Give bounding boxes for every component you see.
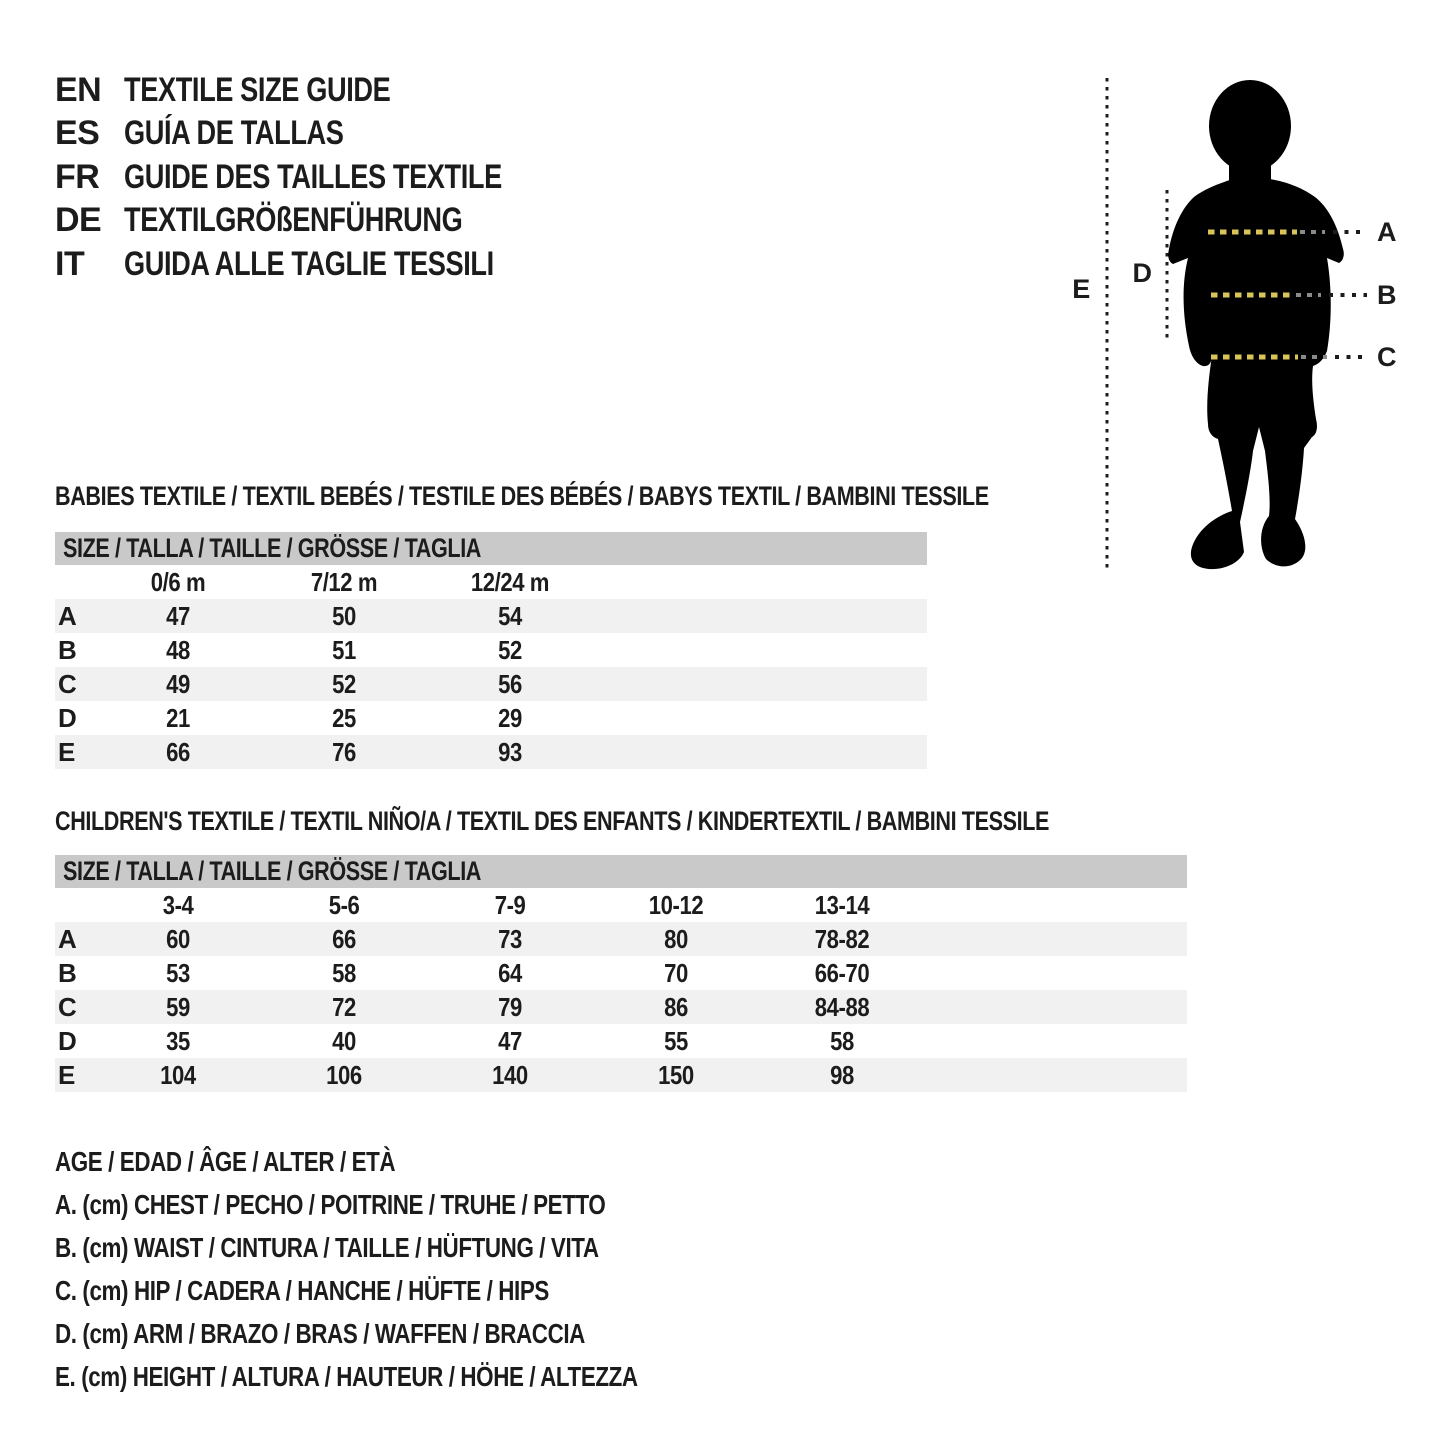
legend-line-arm: D. (cm) ARM / BRAZO / BRAS / WAFFEN / BRACCIA (55, 1318, 585, 1349)
lang-code: EN (55, 71, 102, 109)
legend-line-age: AGE / EDAD / ÂGE / ALTER / ETÀ (55, 1146, 396, 1177)
row-label: D (58, 1025, 77, 1056)
table-cell: 47 (166, 600, 190, 631)
table-row (55, 990, 1187, 1024)
babies-title-text: BABIES TEXTILE / TEXTIL BEBÉS / TESTILE DES BÉBÉS / BABYS TEXTIL / BAMBINI TESSILE (55, 481, 989, 511)
table-cell: 66-70 (814, 957, 870, 988)
row-label: E (58, 736, 75, 767)
table-cell: 47 (498, 1025, 522, 1056)
table-cell: 50 (332, 600, 356, 631)
table-cell: 64 (498, 957, 522, 988)
legend-line-hip: C. (cm) HIP / CADERA / HANCHE / HÜFTE / HIPS (55, 1275, 549, 1306)
table-cell: 106 (326, 1059, 362, 1090)
table-cell: 104 (160, 1059, 196, 1090)
measurement-figure (1045, 55, 1445, 600)
children-col-header: 5-6 (328, 889, 360, 920)
row-label: C (58, 668, 77, 699)
row-label: B (58, 634, 77, 665)
children-size-header-bar (55, 855, 1187, 888)
lang-title: GUÍA DE TALLAS (124, 114, 344, 153)
arm-label: D (1132, 258, 1152, 288)
row-label: B (58, 957, 77, 988)
legend-line-height: E. (cm) HEIGHT / ALTURA / HAUTEUR / HÖHE / ALTEZZA (55, 1361, 638, 1392)
waist-label: B (1377, 280, 1396, 310)
table-cell: 29 (498, 702, 522, 733)
table-row (55, 1024, 1187, 1058)
lang-title: GUIDE DES TAILLES TEXTILE (124, 157, 502, 196)
lang-title: GUIDA ALLE TAGLIE TESSILI (124, 244, 494, 283)
table-row (55, 1058, 1187, 1092)
table-cell: 66 (166, 736, 190, 767)
height-label: E (1072, 274, 1090, 304)
table-cell: 35 (166, 1025, 190, 1056)
children-col-header: 13-14 (814, 889, 870, 920)
babies-size-header-bar (55, 532, 927, 565)
lang-row-es (55, 112, 596, 155)
table-cell: 25 (332, 702, 356, 733)
table-cell: 93 (498, 736, 522, 767)
table-cell: 56 (498, 668, 522, 699)
children-section-title (55, 806, 1298, 837)
child-silhouette-diagram (1045, 55, 1445, 600)
babies-section-title (55, 481, 1222, 512)
lang-code: IT (55, 244, 85, 283)
table-row (55, 599, 927, 633)
table-cell: 72 (332, 991, 356, 1022)
babies-column-header-row (55, 565, 927, 599)
legend-line-waist: B. (cm) WAIST / CINTURA / TAILLE / HÜFTUNG / VITA (55, 1232, 599, 1263)
children-col-header: 10-12 (648, 889, 704, 920)
table-row (55, 667, 927, 701)
language-header (55, 69, 596, 286)
children-title-text: CHILDREN'S TEXTILE / TEXTIL NIÑO/A / TEXTIL DES ENFANTS / KINDERTEXTIL / BAMBINI TESSILE (55, 806, 1050, 836)
table-cell: 66 (332, 923, 356, 954)
table-cell: 79 (498, 991, 522, 1022)
table-cell: 80 (664, 923, 688, 954)
table-cell: 58 (332, 957, 356, 988)
table-cell: 73 (498, 923, 522, 954)
table-cell: 59 (166, 991, 190, 1022)
chest-label: A (1377, 217, 1396, 247)
lang-row-it (55, 243, 596, 286)
table-cell: 21 (166, 702, 190, 733)
table-row (55, 922, 1187, 956)
row-label: A (58, 600, 77, 631)
row-label: D (58, 702, 77, 733)
table-cell: 86 (664, 991, 688, 1022)
row-label: C (58, 991, 77, 1022)
lang-row-en (55, 69, 596, 112)
lang-code: DE (55, 201, 102, 240)
table-cell: 40 (332, 1025, 356, 1056)
lang-title: TEXTILE SIZE GUIDE (124, 71, 391, 109)
table-cell: 76 (332, 736, 356, 767)
lang-code: FR (55, 157, 100, 196)
table-cell: 150 (658, 1059, 694, 1090)
table-cell: 52 (332, 668, 356, 699)
babies-col-header: 12/24 m (470, 566, 550, 597)
table-cell: 52 (498, 634, 522, 665)
lang-code: ES (55, 114, 100, 153)
table-cell: 140 (492, 1059, 528, 1090)
lang-row-de (55, 199, 596, 242)
table-row (55, 956, 1187, 990)
table-cell: 55 (664, 1025, 688, 1056)
babies-col-header: 0/6 m (150, 566, 206, 597)
hip-label: C (1377, 342, 1396, 372)
row-label: A (58, 923, 77, 954)
babies-size-header-text: SIZE / TALLA / TAILLE / GRÖSSE / TAGLIA (63, 533, 481, 563)
table-row (55, 633, 927, 667)
table-cell: 48 (166, 634, 190, 665)
children-col-header: 7-9 (494, 889, 526, 920)
babies-col-header: 7/12 m (310, 566, 378, 597)
table-cell: 60 (166, 923, 190, 954)
children-col-header: 3-4 (162, 889, 194, 920)
table-cell: 58 (830, 1025, 854, 1056)
row-label: E (58, 1059, 75, 1090)
lang-title: TEXTILGRÖßENFÜHRUNG (124, 201, 463, 240)
legend-line-chest: A. (cm) CHEST / PECHO / POITRINE / TRUHE / PETTO (55, 1189, 606, 1220)
lang-row-fr (55, 156, 596, 199)
table-row (55, 735, 927, 769)
table-cell: 54 (498, 600, 522, 631)
table-row (55, 701, 927, 735)
children-size-header-text: SIZE / TALLA / TAILLE / GRÖSSE / TAGLIA (63, 856, 481, 886)
table-cell: 51 (332, 634, 356, 665)
table-cell: 53 (166, 957, 190, 988)
table-cell: 78-82 (814, 923, 870, 954)
measurement-legend (55, 1140, 783, 1398)
table-cell: 98 (830, 1059, 854, 1090)
children-column-header-row (55, 888, 1187, 922)
table-cell: 70 (664, 957, 688, 988)
table-cell: 84-88 (814, 991, 870, 1022)
table-cell: 49 (166, 668, 190, 699)
